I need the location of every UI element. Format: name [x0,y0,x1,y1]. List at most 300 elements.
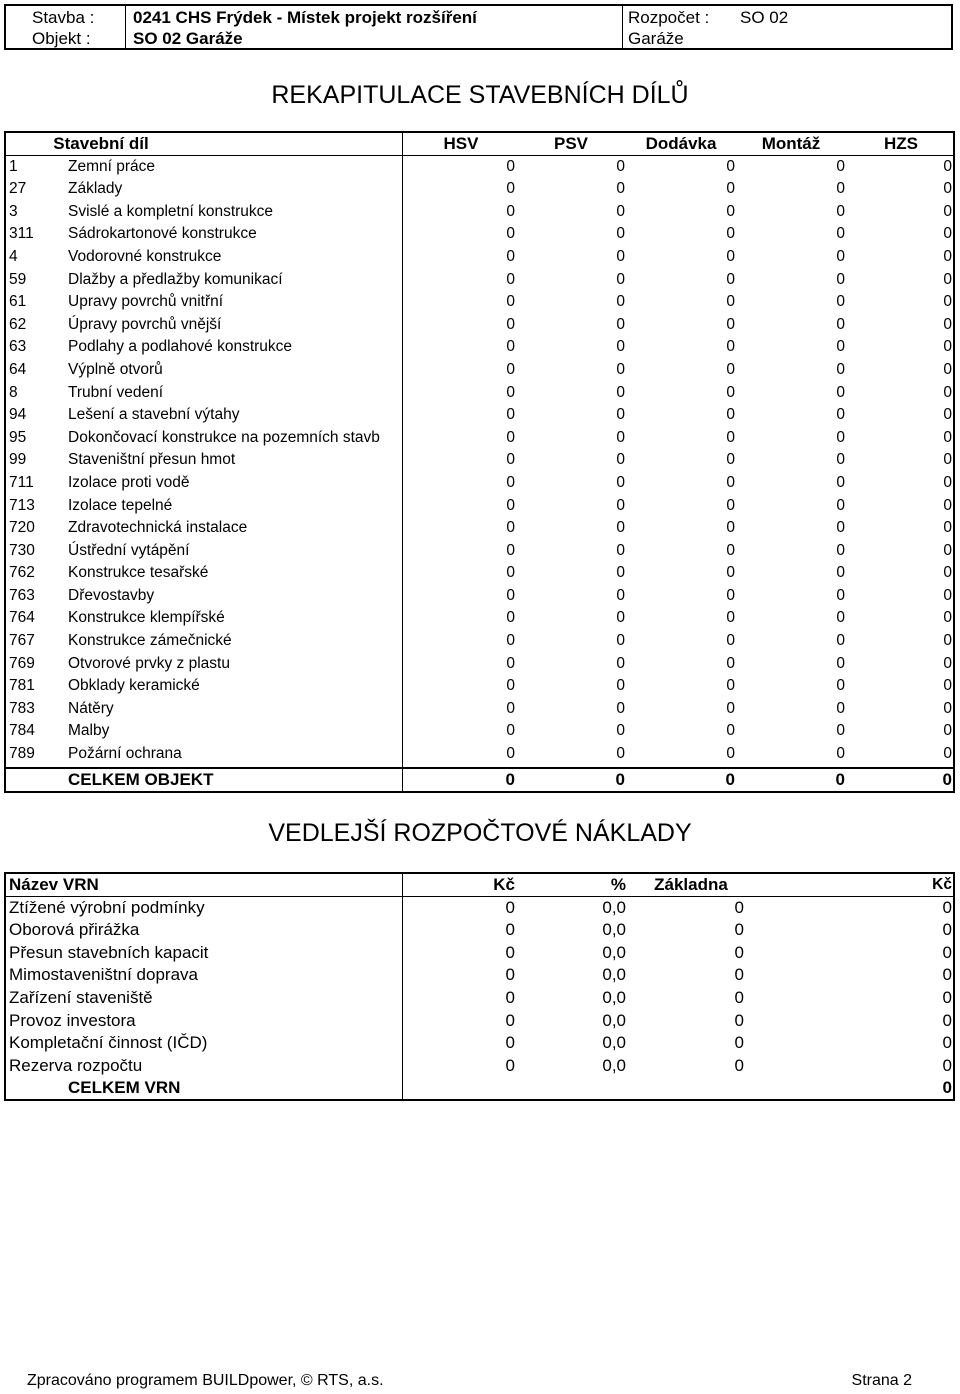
hsv-value: 0 [506,225,515,243]
montaz-value: 0 [836,157,845,175]
part-name: Dlažby a předlažby komunikací [68,270,283,288]
montaz-value: 0 [836,270,845,288]
part-name: Podlahy a podlahové konstrukce [68,338,293,356]
montaz-value: 0 [836,564,845,582]
part-code: 789 [9,745,35,763]
dodavka-value: 0 [726,180,735,198]
hsv-value: 0 [506,451,515,469]
hzs-value: 0 [943,428,952,446]
hzs-value: 0 [943,338,952,356]
hsv-value: 0 [506,202,515,220]
table-row [6,720,953,743]
dodavka-value: 0 [726,654,735,672]
table-row [6,178,953,201]
vrn-total: 0 [942,1033,952,1053]
dodavka-value: 0 [726,632,735,650]
table-row [6,585,953,608]
col-header-part: Stavební díl [53,134,149,153]
hzs-value: 0 [943,293,952,311]
montaz-value: 0 [836,609,845,627]
vrn-pct: 0,0 [602,1033,626,1053]
vrn-zakladna: 0 [734,1010,744,1030]
hsv-value: 0 [506,360,515,378]
hzs-value: 0 [943,564,952,582]
hzs-value: 0 [943,699,952,717]
col-header-name: Název VRN [9,875,99,894]
part-code: 94 [9,406,27,424]
hsv-value: 0 [506,383,515,401]
part-name: Izolace tepelné [68,496,173,514]
montaz-value: 0 [836,293,845,311]
hsv-value: 0 [506,270,515,288]
hsv-value: 0 [506,677,515,695]
table-row [6,540,953,563]
vrn-total: 0 [942,897,952,917]
part-code: 767 [9,632,35,650]
table-row [6,223,953,246]
hsv-value: 0 [506,473,515,491]
part-code: 62 [9,315,27,333]
part-name: Dokončovací konstrukce na pozemních stavb [68,428,380,446]
hzs-value: 0 [943,270,952,288]
hzs-value: 0 [943,473,952,491]
part-name: Vodorovné konstrukce [68,247,222,265]
vrn-kc: 0 [505,987,515,1007]
table-row [6,291,953,314]
table-row [6,653,953,676]
psv-value: 0 [616,632,625,650]
vrn-pct: 0,0 [602,987,626,1007]
total-psv: 0 [615,770,625,789]
hzs-value: 0 [943,496,952,514]
hsv-value: 0 [506,564,515,582]
table-row [6,517,953,540]
part-code: 311 [9,225,34,243]
vrn-kc: 0 [505,920,515,940]
vrn-total: 0 [942,942,952,962]
table-header-row [6,874,953,897]
table-header-row [6,133,953,156]
montaz-value: 0 [836,699,845,717]
psv-value: 0 [616,586,625,604]
part-code: 711 [9,473,34,491]
table-row [6,1055,953,1078]
part-name: Zemní práce [68,157,156,175]
dodavka-value: 0 [726,722,735,740]
montaz-value: 0 [836,745,845,763]
section1-title: REKAPITULACE STAVEBNÍCH DÍLŮ [271,81,689,109]
table-row [6,630,953,653]
dodavka-value: 0 [726,315,735,333]
hzs-value: 0 [943,745,952,763]
table-row [6,1010,953,1033]
psv-value: 0 [616,157,625,175]
hsv-value: 0 [506,654,515,672]
montaz-value: 0 [836,541,845,559]
hzs-value: 0 [943,609,952,627]
part-code: 730 [9,541,35,559]
col-header-hsv: HSV [443,134,479,153]
montaz-value: 0 [836,315,845,333]
montaz-value: 0 [836,202,845,220]
part-name: Výplně otvorů [68,360,163,378]
vrn-zakladna: 0 [734,942,744,962]
dodavka-value: 0 [726,519,735,537]
montaz-value: 0 [836,225,845,243]
psv-value: 0 [616,428,625,446]
hsv-value: 0 [506,745,515,763]
dodavka-value: 0 [726,428,735,446]
montaz-value: 0 [836,247,845,265]
part-name: Nátěry [68,699,114,717]
montaz-value: 0 [836,586,845,604]
total-row [6,769,953,792]
vrn-pct: 0,0 [602,1010,626,1030]
hzs-value: 0 [943,225,952,243]
hsv-value: 0 [506,338,515,356]
total-value: 0 [942,1078,952,1098]
psv-value: 0 [616,609,625,627]
hzs-value: 0 [943,677,952,695]
part-code: 769 [9,654,35,672]
psv-value: 0 [616,541,625,559]
part-code: 783 [9,699,35,717]
psv-value: 0 [616,247,625,265]
dodavka-value: 0 [726,338,735,356]
vrn-total: 0 [942,965,952,985]
table-row [6,314,953,337]
montaz-value: 0 [836,360,845,378]
parts-recap-table [4,131,955,793]
part-name: Lešení a stavební výtahy [68,406,240,424]
dodavka-value: 0 [726,745,735,763]
total-montaz: 0 [835,770,845,789]
divider [125,6,126,48]
vrn-kc: 0 [505,942,515,962]
hzs-value: 0 [943,406,952,424]
objekt-label: Objekt : [32,29,91,48]
montaz-value: 0 [836,180,845,198]
part-name: Dřevostavby [68,586,155,604]
montaz-value: 0 [836,496,845,514]
dodavka-value: 0 [726,247,735,265]
footer-credit: Zpracováno programem BUILDpower, © RTS, a.s. [27,1372,384,1389]
montaz-value: 0 [836,428,845,446]
hsv-value: 0 [506,722,515,740]
psv-value: 0 [616,677,625,695]
psv-value: 0 [616,564,625,582]
table-row [6,698,953,721]
table-row [6,607,953,630]
vrn-total: 0 [942,987,952,1007]
part-name: Požární ochrana [68,745,182,763]
dodavka-value: 0 [726,225,735,243]
table-body [6,897,953,1078]
vrn-kc: 0 [505,1055,515,1075]
total-dodavka: 0 [725,770,735,789]
dodavka-value: 0 [726,496,735,514]
vrn-name: Rezerva rozpočtu [9,1055,143,1075]
psv-value: 0 [616,722,625,740]
montaz-value: 0 [836,654,845,672]
total-label: CELKEM OBJEKT [68,770,214,789]
montaz-value: 0 [836,632,845,650]
dodavka-value: 0 [726,360,735,378]
total-label: CELKEM VRN [68,1078,181,1098]
rozpocet-code: SO 02 [740,8,789,27]
table-row [6,897,953,920]
vrn-name: Ztížené výrobní podmínky [9,897,205,917]
part-name: Konstrukce tesařské [68,564,209,582]
hsv-value: 0 [506,315,515,333]
dodavka-value: 0 [726,202,735,220]
vrn-pct: 0,0 [602,1055,626,1075]
col-header-pct: % [610,875,626,894]
hsv-value: 0 [506,519,515,537]
hsv-value: 0 [506,541,515,559]
psv-value: 0 [616,315,625,333]
montaz-value: 0 [836,338,845,356]
vrn-name: Přesun stavebních kapacit [9,942,209,962]
table-row [6,1032,953,1055]
part-code: 59 [9,270,27,288]
part-name: Staveništní přesun hmot [68,451,236,469]
hsv-value: 0 [506,293,515,311]
hzs-value: 0 [943,202,952,220]
psv-value: 0 [616,383,625,401]
part-code: 4 [9,247,18,265]
objekt-value: SO 02 Garáže [133,29,243,48]
vrn-pct: 0,0 [602,897,626,917]
vrn-table [4,872,955,1101]
section2-title: VEDLEJŠÍ ROZPOČTOVÉ NÁKLADY [268,819,692,847]
hsv-value: 0 [506,632,515,650]
hzs-value: 0 [943,157,952,175]
table-row [6,336,953,359]
hzs-value: 0 [943,722,952,740]
psv-value: 0 [616,406,625,424]
part-name: Obklady keramické [68,677,200,695]
table-row [6,359,953,382]
vrn-total: 0 [942,920,952,940]
hzs-value: 0 [943,654,952,672]
table-row [6,382,953,405]
part-code: 762 [9,564,35,582]
part-name: Otvorové prvky z plastu [68,654,230,672]
dodavka-value: 0 [726,564,735,582]
part-name: Svislé a kompletní konstrukce [68,202,274,220]
vrn-zakladna: 0 [734,965,744,985]
part-code: 781 [9,677,35,695]
psv-value: 0 [616,519,625,537]
hzs-value: 0 [943,632,952,650]
montaz-value: 0 [836,677,845,695]
hsv-value: 0 [506,157,515,175]
table-row [6,404,953,427]
dodavka-value: 0 [726,383,735,401]
col-header-dodavka: Dodávka [645,134,717,153]
table-row [6,156,953,179]
dodavka-value: 0 [726,699,735,717]
divider [622,6,623,48]
dodavka-value: 0 [726,451,735,469]
hzs-value: 0 [943,519,952,537]
part-code: 784 [9,722,35,740]
part-name: Upravy povrchů vnitřní [68,293,224,311]
hzs-value: 0 [943,315,952,333]
part-code: 61 [9,293,27,311]
rozpocet-label: Rozpočet : [628,8,710,27]
total-hsv: 0 [505,770,515,789]
part-name: Sádrokartonové konstrukce [68,225,257,243]
psv-value: 0 [616,225,625,243]
table-body [6,156,953,766]
part-code: 63 [9,338,27,356]
hsv-value: 0 [506,609,515,627]
part-code: 27 [9,180,27,198]
col-header-kc2: Kč [932,876,952,893]
part-name: Konstrukce klempířské [68,609,225,627]
vrn-zakladna: 0 [734,920,744,940]
hzs-value: 0 [943,180,952,198]
hzs-value: 0 [943,541,952,559]
part-code: 713 [9,496,35,514]
psv-value: 0 [616,699,625,717]
vrn-name: Provoz investora [9,1010,136,1030]
hsv-value: 0 [506,586,515,604]
vrn-name: Oborová přirážka [9,920,140,940]
dodavka-value: 0 [726,586,735,604]
psv-value: 0 [616,293,625,311]
table-row [6,246,953,269]
table-row [6,269,953,292]
psv-value: 0 [616,270,625,288]
psv-value: 0 [616,654,625,672]
table-row [6,675,953,698]
vrn-pct: 0,0 [602,920,626,940]
vrn-total: 0 [942,1010,952,1030]
vrn-pct: 0,0 [602,965,626,985]
montaz-value: 0 [836,451,845,469]
table-row [6,427,953,450]
dodavka-value: 0 [726,157,735,175]
vrn-kc: 0 [505,1033,515,1053]
part-code: 99 [9,451,27,469]
table-row [6,964,953,987]
part-name: Úpravy povrchů vnější [68,315,222,333]
vrn-zakladna: 0 [734,1055,744,1075]
part-name: Základy [68,180,123,198]
hzs-value: 0 [943,383,952,401]
total-hzs: 0 [942,770,952,789]
rozpocet-name: Garáže [628,29,684,48]
hsv-value: 0 [506,496,515,514]
vrn-zakladna: 0 [734,1033,744,1053]
part-code: 1 [9,157,18,175]
col-header-zakladna: Základna [654,875,728,894]
total-row [6,1077,953,1100]
table-row [6,942,953,965]
col-header-kc: Kč [493,875,515,894]
dodavka-value: 0 [726,677,735,695]
montaz-value: 0 [836,519,845,537]
vrn-total: 0 [942,1055,952,1075]
psv-value: 0 [616,496,625,514]
dodavka-value: 0 [726,406,735,424]
vrn-zakladna: 0 [734,897,744,917]
table-row [6,743,953,766]
hsv-value: 0 [506,247,515,265]
part-code: 3 [9,202,18,220]
part-name: Izolace proti vodě [68,473,190,491]
montaz-value: 0 [836,722,845,740]
vrn-pct: 0,0 [602,942,626,962]
psv-value: 0 [616,202,625,220]
psv-value: 0 [616,360,625,378]
hsv-value: 0 [506,428,515,446]
dodavka-value: 0 [726,293,735,311]
psv-value: 0 [616,745,625,763]
hsv-value: 0 [506,180,515,198]
dodavka-value: 0 [726,270,735,288]
table-row [6,449,953,472]
hzs-value: 0 [943,586,952,604]
table-row [6,495,953,518]
table-row [6,919,953,942]
table-row [6,201,953,224]
stavba-label: Stavba : [32,8,95,27]
montaz-value: 0 [836,406,845,424]
vrn-name: Mimostaveništní doprava [9,965,198,985]
montaz-value: 0 [836,383,845,401]
montaz-value: 0 [836,473,845,491]
part-code: 64 [9,360,27,378]
hzs-value: 0 [943,451,952,469]
part-name: Trubní vedení [68,383,164,401]
psv-value: 0 [616,451,625,469]
vrn-name: Kompletační činnost (IČD) [9,1033,208,1053]
col-header-psv: PSV [553,134,589,153]
part-name: Zdravotechnická instalace [68,519,248,537]
hsv-value: 0 [506,699,515,717]
col-header-montaz: Montáž [761,134,821,153]
part-code: 95 [9,428,27,446]
page-number: Strana 2 [851,1372,912,1389]
vrn-kc: 0 [505,965,515,985]
vrn-zakladna: 0 [734,987,744,1007]
hsv-value: 0 [506,406,515,424]
part-code: 8 [9,383,18,401]
stavba-value: 0241 CHS Frýdek - Místek projekt rozšíření [133,8,477,27]
part-name: Ústřední vytápění [68,541,190,559]
part-code: 763 [9,586,35,604]
table-row [6,987,953,1010]
part-name: Malby [68,722,110,740]
hzs-value: 0 [943,247,952,265]
vrn-kc: 0 [505,897,515,917]
part-code: 764 [9,609,35,627]
psv-value: 0 [616,338,625,356]
dodavka-value: 0 [726,541,735,559]
vrn-name: Zařízení staveniště [9,987,153,1007]
part-code: 720 [9,519,35,537]
vrn-kc: 0 [505,1010,515,1030]
table-row [6,562,953,585]
dodavka-value: 0 [726,609,735,627]
table-row [6,472,953,495]
hzs-value: 0 [943,360,952,378]
part-name: Konstrukce zámečnické [68,632,232,650]
